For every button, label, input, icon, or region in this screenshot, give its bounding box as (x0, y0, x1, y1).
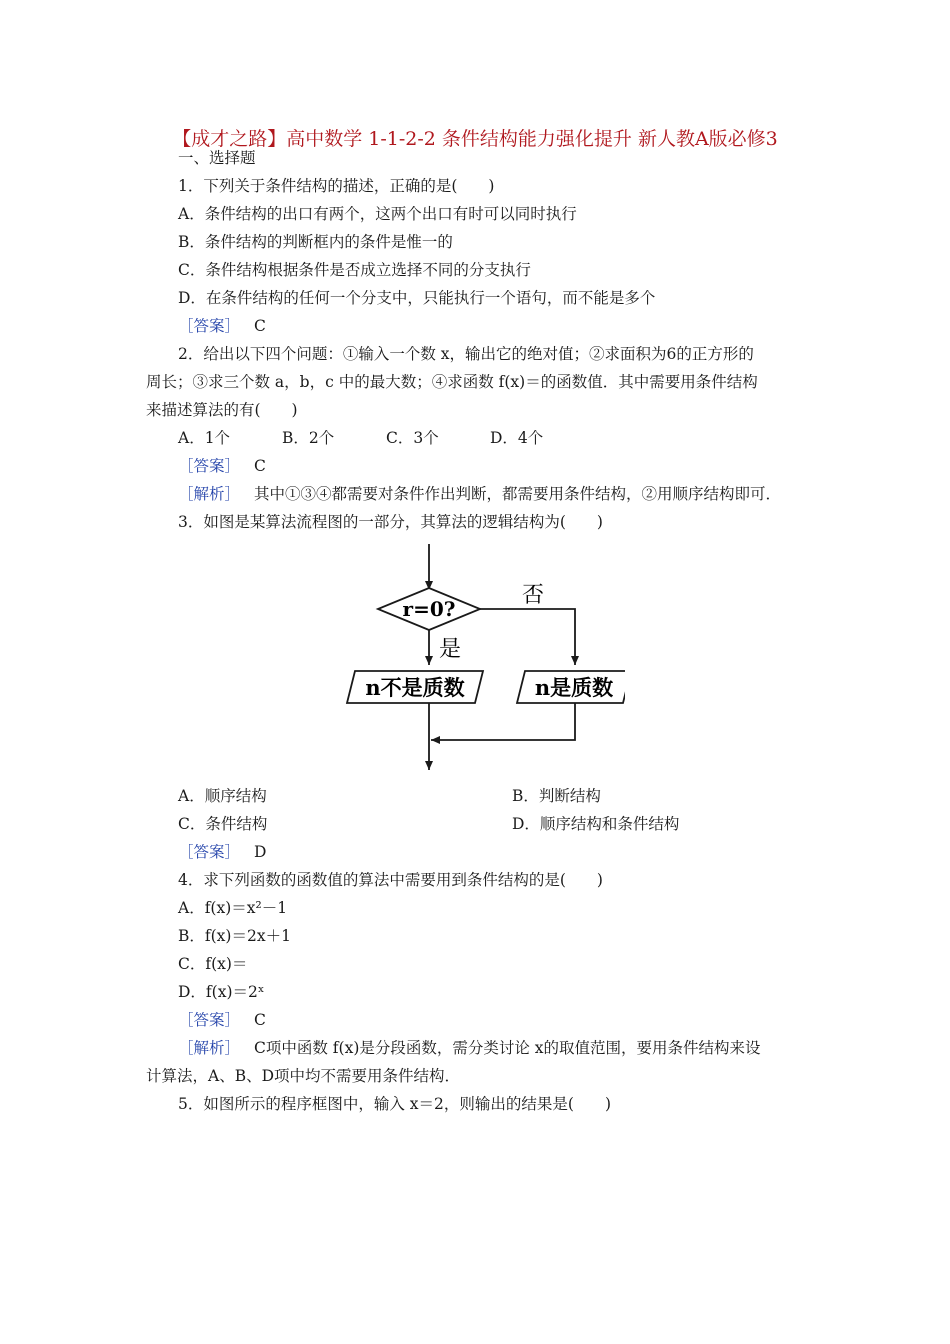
q2-option-a: A．1个 (178, 429, 231, 447)
q4-option-d: D．f(x)＝2ˣ (178, 983, 265, 1001)
q3-options-row-2 (178, 814, 679, 834)
analysis-tag: ［解析］ (178, 1039, 241, 1057)
q3-stem: 3．如图是某算法流程图的一部分，其算法的逻辑结构为( ) (178, 513, 603, 531)
q4-option-b: B．f(x)＝2x＋1 (178, 927, 291, 945)
q1-option-c: C．条件结构根据条件是否成立选择不同的分支执行 (178, 261, 531, 279)
q3-option-a: A．顺序结构 (178, 787, 267, 805)
section-heading: 一、选择题 (178, 149, 256, 167)
q1-option-d: D．在条件结构的任何一个分支中，只能执行一个语句，而不能是多个 (178, 289, 656, 307)
q2-option-c: C．3个 (386, 429, 439, 447)
answer-tag: ［答案］ (178, 1011, 241, 1029)
q1-option-a: A．条件结构的出口有两个，这两个出口有时可以同时执行 (178, 205, 577, 223)
q4-analysis-line-2: 计算法，A、B、D项中均不需要用条件结构． (146, 1067, 461, 1085)
q1-answer-line (178, 316, 266, 336)
q2-stem-line-2: 周长；③求三个数 a，b，c 中的最大数；④求函数 f(x)＝的函数值．其中需要用条件结构 (146, 373, 758, 391)
q3-option-b: B．判断结构 (512, 787, 601, 805)
answer-tag: ［答案］ (178, 317, 241, 335)
no-label: 否 (521, 583, 545, 608)
answer-value: C (254, 457, 266, 475)
q2-analysis-line (178, 484, 781, 504)
yes-label: 是 (438, 637, 462, 662)
box-prime-label: n是质数 (534, 675, 614, 700)
q2-options (178, 428, 543, 448)
analysis-tag: ［解析］ (178, 485, 241, 503)
q1-stem: 1．下列关于条件结构的描述，正确的是( ) (178, 177, 495, 195)
analysis-text: 其中①③④都需要对条件作出判断，都需要用条件结构，②用顺序结构即可． (254, 485, 782, 503)
flowchart (335, 540, 625, 775)
q1-option-b: B．条件结构的判断框内的条件是惟一的 (178, 233, 453, 251)
analysis-text: C项中函数 f(x)是分段函数，需分类讨论 x的取值范围，要用条件结构来设 (254, 1039, 761, 1057)
q2-option-d: D．4个 (490, 429, 544, 447)
answer-value: C (254, 1011, 266, 1029)
answer-value: D (254, 843, 267, 861)
merge-line (431, 703, 575, 740)
q3-option-c: C．条件结构 (178, 815, 268, 833)
decision-label: r=0? (402, 597, 456, 621)
q5-stem: 5．如图所示的程序框图中，输入 x＝2，则输出的结果是( ) (178, 1095, 611, 1113)
answer-tag: ［答案］ (178, 457, 241, 475)
q3-options-row-1 (178, 786, 601, 806)
q4-answer-line (178, 1010, 266, 1030)
q4-analysis-line-1 (178, 1038, 761, 1058)
answer-tag: ［答案］ (178, 843, 241, 861)
document-title: 【成才之路】高中数学 1-1-2-2 条件结构能力强化提升 新人教A版必修3 (172, 128, 778, 150)
q3-option-d: D．顺序结构和条件结构 (512, 815, 680, 833)
q4-stem: 4．求下列函数的函数值的算法中需要用到条件结构的是( ) (178, 871, 603, 889)
no-branch-line (480, 609, 575, 665)
q4-option-a: A．f(x)＝x²－1 (178, 899, 288, 917)
q3-answer-line (178, 842, 266, 862)
q2-option-b: B．2个 (282, 429, 335, 447)
q4-option-c: C．f(x)＝ (178, 955, 248, 973)
q2-stem-line-3: 来描述算法的有( ) (146, 401, 298, 419)
q2-stem-line-1: 2．给出以下四个问题：①输入一个数 x，输出它的绝对值；②求面积为6的正方形的 (178, 345, 754, 363)
answer-value: C (254, 317, 266, 335)
q2-answer-line (178, 456, 266, 476)
box-not-prime-label: n不是质数 (365, 675, 465, 700)
